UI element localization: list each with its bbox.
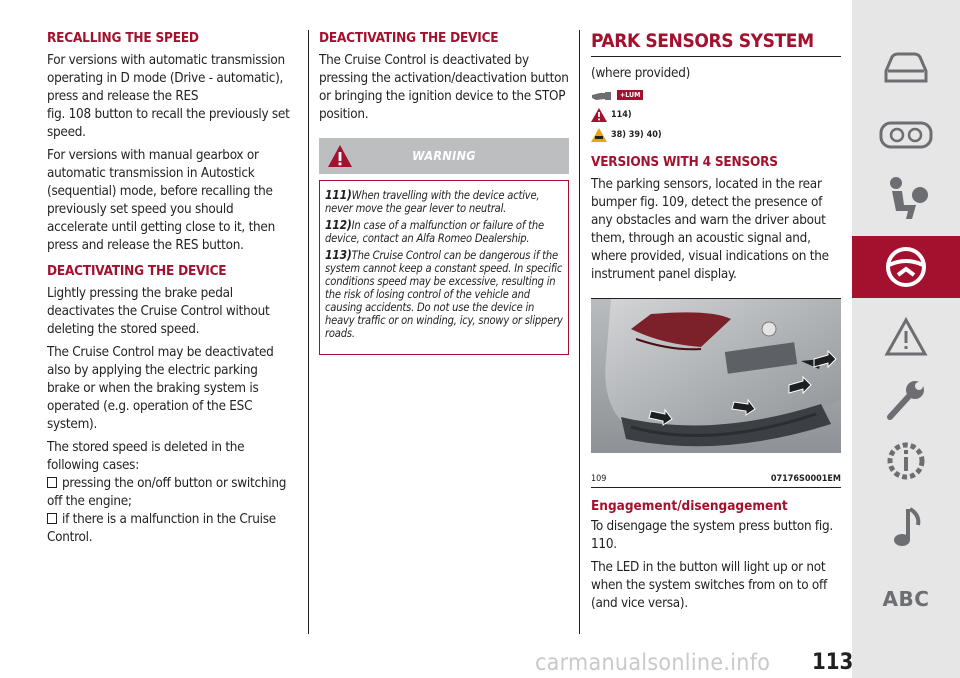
checkbox-bullet-icon	[47, 477, 57, 488]
column-right	[591, 30, 841, 618]
text: if there is a malfunction in the Cruise Control.	[47, 512, 276, 545]
heading-recalling-speed: RECALLING THE SPEED	[47, 30, 199, 46]
text: In case of a malfunction or failure of the device, contact an Alfa Romeo Dealership.	[325, 219, 544, 245]
text: When travelling with the device active, never move the gear lever to neutral.	[325, 189, 540, 215]
warning-item	[325, 249, 564, 340]
pointing-hand-icon	[591, 88, 613, 102]
lum-badge: +LUM	[617, 90, 643, 100]
note-ref-row	[591, 128, 841, 142]
paragraph: The Cruise Control may be deactivated also by applying the electric parking brake or when the braking system is operated (e.g. operation of the ESC system).	[47, 345, 274, 432]
caution-triangle-icon	[591, 128, 607, 142]
paragraph: The LED in the button will light up or not when the system switches from on to off (and vice versa).	[591, 560, 827, 611]
sidebar-item-safety[interactable]	[852, 168, 960, 230]
warning-number: 111)	[325, 188, 352, 202]
paragraph: For versions with manual gearbox or automatic transmission in Autostick (sequential) mode, before recalling the previously set speed you should accelerate until getting close to it, then press and release the RES button.	[47, 148, 275, 253]
column-divider	[579, 30, 580, 634]
list-item	[47, 475, 291, 511]
paragraph: To disengage the system press button fig. 110.	[591, 519, 833, 552]
paragraph: The stored speed is deleted in the following cases:	[47, 440, 245, 473]
checkbox-bullet-icon	[47, 513, 57, 524]
heading-engagement: Engagement/disengagement	[591, 498, 788, 514]
sidebar-item-driving[interactable]	[852, 236, 960, 298]
heading-versions-4-sensors: VERSIONS WITH 4 SENSORS	[591, 154, 778, 170]
sidebar-item-technical-data[interactable]	[852, 430, 960, 492]
text: For versions with automatic transmission operating in D mode (Drive - automatic), press and release the RES	[47, 53, 285, 104]
sidebar-item-warnings[interactable]	[852, 306, 960, 368]
warning-title: WARNING	[412, 148, 476, 163]
steering-wheel-icon	[884, 245, 928, 289]
warning-box	[319, 180, 569, 355]
note-ref: 38) 39) 40)	[611, 130, 662, 140]
section-title: PARK SENSORS SYSTEM	[591, 30, 814, 52]
paragraph	[47, 52, 291, 142]
warning-header	[319, 138, 569, 174]
text: pressing the on/off button or switching off the engine;	[47, 476, 287, 509]
column-middle	[319, 30, 569, 355]
chapter-sidebar	[852, 0, 960, 678]
list-item	[47, 511, 291, 547]
paragraph: Lightly pressing the brake pedal deactivates the Cruise Control without deleting the stored speed.	[47, 286, 270, 337]
rear-bumper-image	[591, 299, 841, 453]
paragraph: The parking sensors, located in the rear bumper fig. 109, detect the presence of any obstacles and warn the driver about them, through an acoustic signal and, where provided, visual indications on the instrument panel display.	[591, 177, 829, 282]
paragraph: The Cruise Control is deactivated by pressing the activation/deactivation button or bringing the ignition device to the STOP position.	[319, 53, 569, 122]
warning-number: 112)	[325, 218, 352, 232]
watermark: carmanualsonline.info	[535, 650, 771, 676]
info-gear-icon	[884, 439, 928, 483]
seat-passenger-icon	[882, 175, 930, 223]
dashboard-gauges-icon	[879, 120, 933, 150]
sidebar-item-index[interactable]	[852, 568, 960, 630]
sidebar-item-dashboard[interactable]	[852, 104, 960, 166]
warning-triangle-icon	[884, 317, 928, 357]
figure-code: 07176S0001EM	[770, 474, 841, 484]
text: The Cruise Control can be dangerous if the system cannot keep a constant speed. In specific conditions speed may be excessive, resulting in the risk of losing control of the vehicle and causing accidents. Do not use the device in heavy traffic or on winding, icy, snowy or slippery roads.	[325, 249, 563, 340]
heading-deactivating-device: DEACTIVATING THE DEVICE	[319, 30, 499, 46]
sidebar-item-car[interactable]	[852, 38, 960, 100]
car-icon	[880, 51, 932, 87]
warning-ref: 114)	[611, 110, 632, 120]
column-left	[47, 30, 291, 547]
title-underline	[591, 56, 841, 57]
warning-number: 113)	[325, 248, 352, 262]
warning-ref-row	[591, 108, 841, 122]
column-divider	[308, 30, 309, 634]
warning-item	[325, 189, 564, 215]
sidebar-item-maintenance[interactable]	[852, 368, 960, 430]
option-row	[591, 88, 841, 102]
warning-triangle-icon	[591, 108, 607, 122]
page-number: 113	[812, 650, 854, 675]
abc-index-icon: ABC	[882, 587, 930, 611]
figure-caption	[591, 471, 841, 488]
text: fig. 108 button to recall the previously set speed.	[47, 107, 290, 140]
wrench-icon	[884, 377, 928, 421]
figure-rear-bumper-photo	[591, 298, 841, 471]
figure-number: 109	[591, 474, 607, 484]
heading-deactivating-device: DEACTIVATING THE DEVICE	[47, 263, 227, 279]
sidebar-item-multimedia[interactable]	[852, 496, 960, 558]
music-note-icon	[888, 505, 924, 549]
warning-item	[325, 219, 564, 245]
paragraph: (where provided)	[591, 66, 691, 81]
